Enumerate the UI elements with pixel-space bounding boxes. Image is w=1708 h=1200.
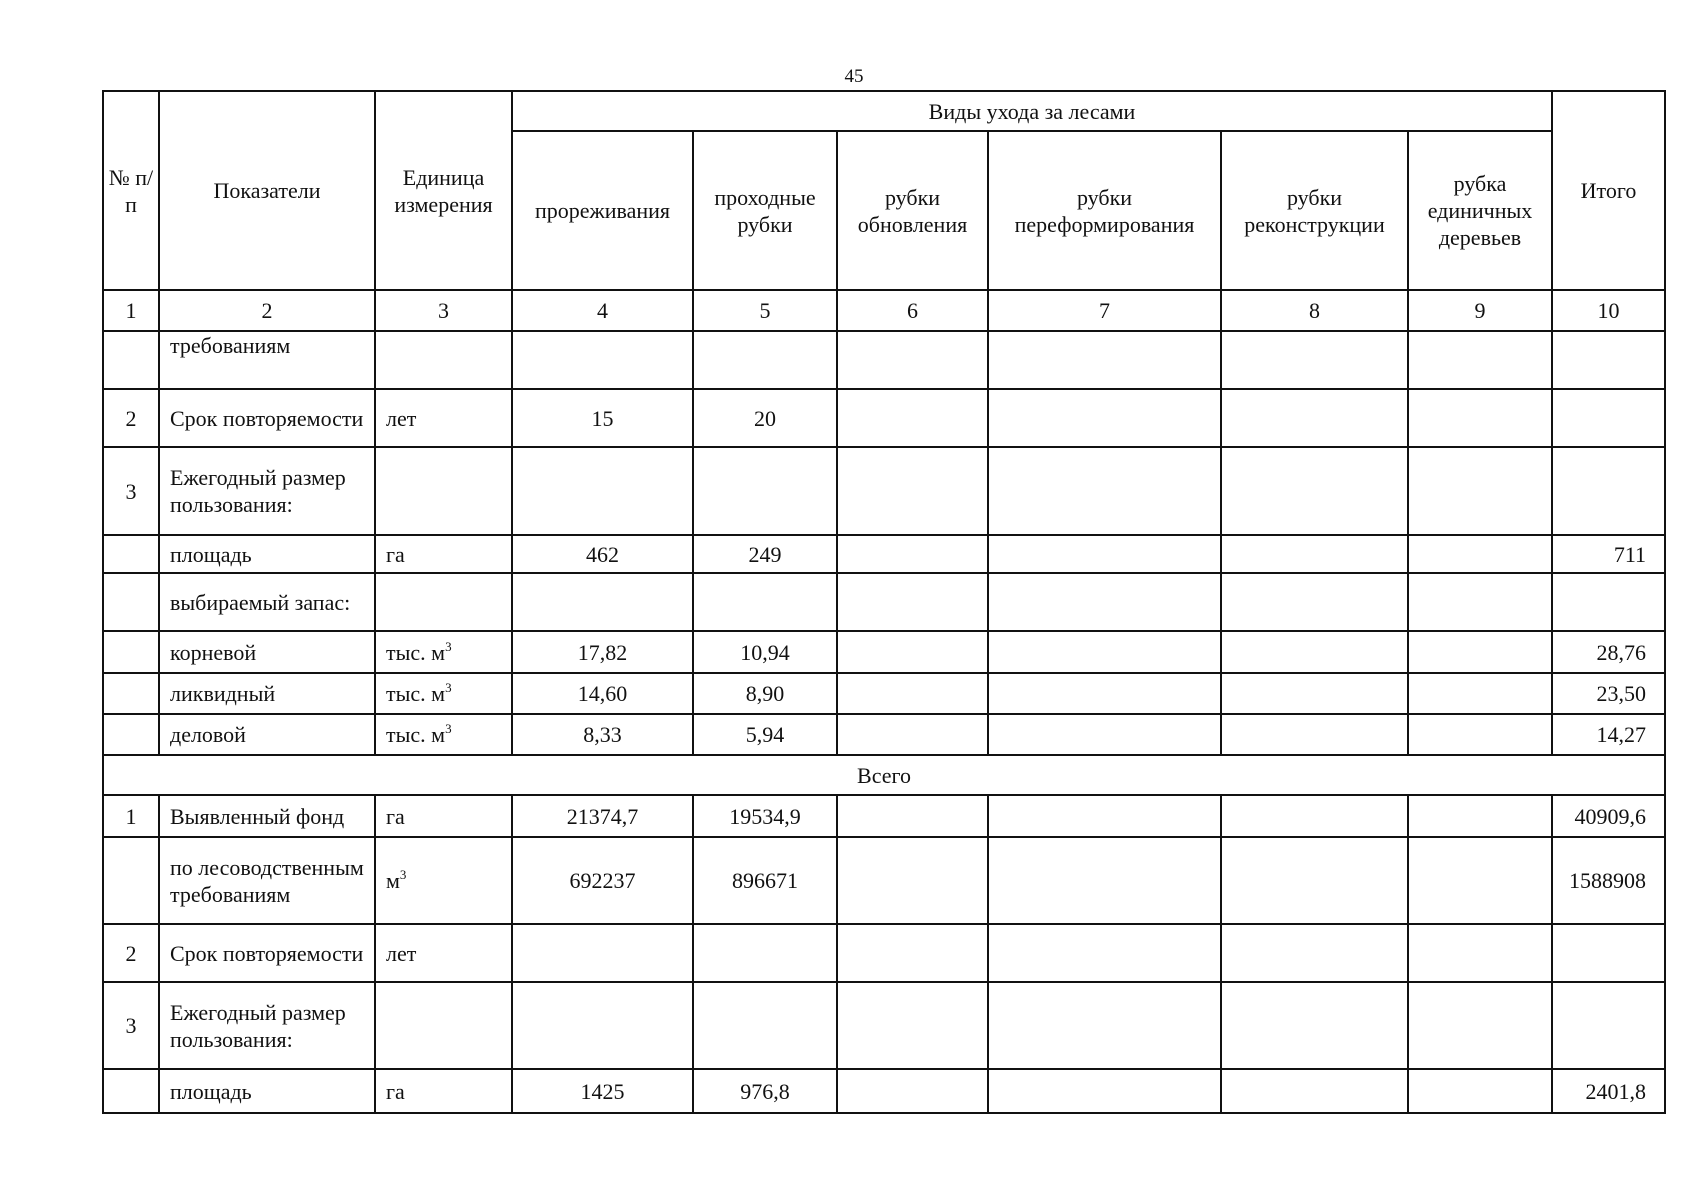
value-total <box>1552 924 1665 982</box>
value-reformation <box>988 795 1221 837</box>
unit-text: лет <box>386 940 417 966</box>
value-total <box>1552 982 1665 1069</box>
value-passing <box>693 924 837 982</box>
table-row <box>103 447 1665 535</box>
index-cell: 9 <box>1408 290 1552 331</box>
value-renewal <box>837 673 988 714</box>
value-single-trees <box>1408 837 1552 924</box>
value-total: 40909,6 <box>1552 795 1665 837</box>
row-num <box>103 331 159 389</box>
value-reconstruction <box>1221 837 1408 924</box>
value-single-trees <box>1408 982 1552 1069</box>
value-thinning: 17,82 <box>512 631 693 673</box>
value-reconstruction <box>1221 714 1408 755</box>
value-thinning <box>512 924 693 982</box>
index-row <box>103 290 1665 331</box>
value-reformation <box>988 673 1221 714</box>
value-passing: 19534,9 <box>693 795 837 837</box>
value-total: 23,50 <box>1552 673 1665 714</box>
index-cell: 7 <box>988 290 1221 331</box>
header-total: Итого <box>1552 91 1665 290</box>
header-passing: проходные рубки <box>693 131 837 290</box>
row-num: 3 <box>103 982 159 1069</box>
row-num <box>103 535 159 573</box>
table-row <box>103 331 1665 389</box>
table-row <box>103 924 1665 982</box>
row-indicator: Выявленный фонд <box>159 795 375 837</box>
value-passing <box>693 573 837 631</box>
value-thinning: 462 <box>512 535 693 573</box>
row-unit <box>375 795 512 837</box>
row-unit <box>375 924 512 982</box>
value-reformation <box>988 924 1221 982</box>
value-single-trees <box>1408 389 1552 447</box>
unit-text: тыс. м <box>386 639 446 665</box>
value-renewal <box>837 1069 988 1113</box>
value-renewal <box>837 795 988 837</box>
index-cell: 5 <box>693 290 837 331</box>
row-num: 1 <box>103 795 159 837</box>
index-cell: 10 <box>1552 290 1665 331</box>
value-thinning: 21374,7 <box>512 795 693 837</box>
value-reconstruction <box>1221 573 1408 631</box>
row-indicator: Ежегодный размер пользования: <box>159 447 375 535</box>
value-reconstruction <box>1221 447 1408 535</box>
unit-text: тыс. м <box>386 681 446 706</box>
unit-text: га <box>386 803 405 829</box>
unit-text: га <box>386 1078 405 1104</box>
index-cell: 3 <box>375 290 512 331</box>
row-indicator: Ежегодный размер пользования: <box>159 982 375 1069</box>
table-row <box>103 631 1665 673</box>
value-reconstruction <box>1221 1069 1408 1113</box>
value-passing: 249 <box>693 535 837 573</box>
unit-superscript: 3 <box>445 638 452 654</box>
row-num: 3 <box>103 447 159 535</box>
forest-care-table <box>102 90 1666 1114</box>
row-indicator: Срок повторяемости <box>159 924 375 982</box>
value-single-trees <box>1408 673 1552 714</box>
value-renewal <box>837 714 988 755</box>
row-indicator: ликвидный <box>159 673 375 714</box>
index-cell: 2 <box>159 290 375 331</box>
value-renewal <box>837 389 988 447</box>
value-thinning: 15 <box>512 389 693 447</box>
value-total: 2401,8 <box>1552 1069 1665 1113</box>
value-reconstruction <box>1221 982 1408 1069</box>
row-unit <box>375 631 512 673</box>
value-thinning <box>512 573 693 631</box>
table-row <box>103 1069 1665 1113</box>
row-indicator: Срок повторяемости <box>159 389 375 447</box>
unit-superscript: 3 <box>399 867 407 882</box>
value-reformation <box>988 389 1221 447</box>
value-thinning: 14,60 <box>512 673 693 714</box>
header-indicator: Показатели <box>159 91 375 290</box>
unit-text: тыс. м <box>386 722 446 747</box>
header-num: № п/п <box>103 91 159 290</box>
index-cell: 1 <box>103 290 159 331</box>
value-reformation <box>988 982 1221 1069</box>
header-group-title: Виды ухода за лесами <box>512 91 1552 131</box>
row-unit <box>375 447 512 535</box>
value-renewal <box>837 982 988 1069</box>
unit-text: га <box>386 541 405 567</box>
value-thinning: 8,33 <box>512 714 693 755</box>
value-reformation <box>988 535 1221 573</box>
row-indicator: выбираемый запас: <box>159 573 375 631</box>
value-reformation <box>988 714 1221 755</box>
table-row <box>103 837 1665 924</box>
value-passing: 5,94 <box>693 714 837 755</box>
index-cell: 4 <box>512 290 693 331</box>
table-row <box>103 982 1665 1069</box>
row-num: 2 <box>103 924 159 982</box>
table-row <box>103 535 1665 573</box>
row-num <box>103 673 159 714</box>
row-num <box>103 631 159 673</box>
value-reconstruction <box>1221 924 1408 982</box>
row-indicator: площадь <box>159 1069 375 1113</box>
value-reformation <box>988 1069 1221 1113</box>
value-passing <box>693 447 837 535</box>
value-single-trees <box>1408 795 1552 837</box>
value-thinning <box>512 447 693 535</box>
value-renewal <box>837 535 988 573</box>
value-single-trees <box>1408 447 1552 535</box>
value-reconstruction <box>1221 535 1408 573</box>
row-unit <box>375 331 512 389</box>
value-single-trees <box>1408 1069 1552 1113</box>
value-total: 711 <box>1552 535 1665 573</box>
value-single-trees <box>1408 331 1552 389</box>
row-unit <box>375 837 512 924</box>
value-reformation <box>988 331 1221 389</box>
unit-superscript: 3 <box>445 680 452 695</box>
row-unit <box>375 982 512 1069</box>
row-unit <box>375 673 512 714</box>
row-unit <box>375 573 512 631</box>
value-reconstruction <box>1221 331 1408 389</box>
index-cell: 8 <box>1221 290 1408 331</box>
value-renewal <box>837 837 988 924</box>
value-passing <box>693 982 837 1069</box>
value-renewal <box>837 924 988 982</box>
header-renewal: рубки обновления <box>837 131 988 290</box>
table-row <box>103 573 1665 631</box>
value-single-trees <box>1408 573 1552 631</box>
table-row <box>103 389 1665 447</box>
row-unit <box>375 714 512 755</box>
row-unit <box>375 1069 512 1113</box>
value-reconstruction <box>1221 673 1408 714</box>
table-row <box>103 673 1665 714</box>
value-single-trees <box>1408 714 1552 755</box>
table-row <box>103 795 1665 837</box>
row-indicator: требованиям <box>159 331 375 389</box>
value-thinning: 1425 <box>512 1069 693 1113</box>
row-num <box>103 573 159 631</box>
value-thinning <box>512 331 693 389</box>
row-num <box>103 1069 159 1113</box>
header-row-1 <box>103 91 1665 131</box>
value-passing: 10,94 <box>693 631 837 673</box>
value-reformation <box>988 447 1221 535</box>
value-reconstruction <box>1221 631 1408 673</box>
value-thinning <box>512 982 693 1069</box>
value-reformation <box>988 631 1221 673</box>
section-title: Всего <box>103 755 1665 795</box>
value-renewal <box>837 573 988 631</box>
section-title-row <box>103 755 1665 795</box>
unit-text: лет <box>386 405 417 431</box>
value-passing: 20 <box>693 389 837 447</box>
row-indicator: по лесоводственным требованиям <box>159 837 375 924</box>
row-indicator: корневой <box>159 631 375 673</box>
value-reconstruction <box>1221 795 1408 837</box>
value-single-trees <box>1408 924 1552 982</box>
value-total <box>1552 331 1665 389</box>
value-total: 28,76 <box>1552 631 1665 673</box>
row-unit <box>375 535 512 573</box>
value-total <box>1552 389 1665 447</box>
value-total: 1588908 <box>1552 837 1665 924</box>
row-num <box>103 837 159 924</box>
value-reformation <box>988 573 1221 631</box>
index-cell: 6 <box>837 290 988 331</box>
value-passing: 976,8 <box>693 1069 837 1113</box>
value-total: 14,27 <box>1552 714 1665 755</box>
value-reformation <box>988 837 1221 924</box>
unit-superscript: 3 <box>445 721 452 736</box>
value-renewal <box>837 447 988 535</box>
header-thinning: прореживания <box>512 131 693 290</box>
header-unit: Единица измерения <box>375 91 512 290</box>
value-passing <box>693 331 837 389</box>
row-unit <box>375 389 512 447</box>
value-passing: 8,90 <box>693 673 837 714</box>
value-renewal <box>837 631 988 673</box>
header-reconstruction: рубки реконструкции <box>1221 131 1408 290</box>
value-single-trees <box>1408 535 1552 573</box>
value-single-trees <box>1408 631 1552 673</box>
value-total <box>1552 573 1665 631</box>
row-num: 2 <box>103 389 159 447</box>
value-renewal <box>837 331 988 389</box>
row-indicator: площадь <box>159 535 375 573</box>
value-thinning: 692237 <box>512 837 693 924</box>
page-number: 45 <box>844 66 864 87</box>
value-passing: 896671 <box>693 837 837 924</box>
value-reconstruction <box>1221 389 1408 447</box>
table-row <box>103 714 1665 755</box>
unit-text: м <box>386 868 400 893</box>
header-reformation: рубки переформирования <box>988 131 1221 290</box>
row-num <box>103 714 159 755</box>
header-single-trees: рубка единичных деревьев <box>1408 131 1552 290</box>
value-total <box>1552 447 1665 535</box>
row-indicator: деловой <box>159 714 375 755</box>
